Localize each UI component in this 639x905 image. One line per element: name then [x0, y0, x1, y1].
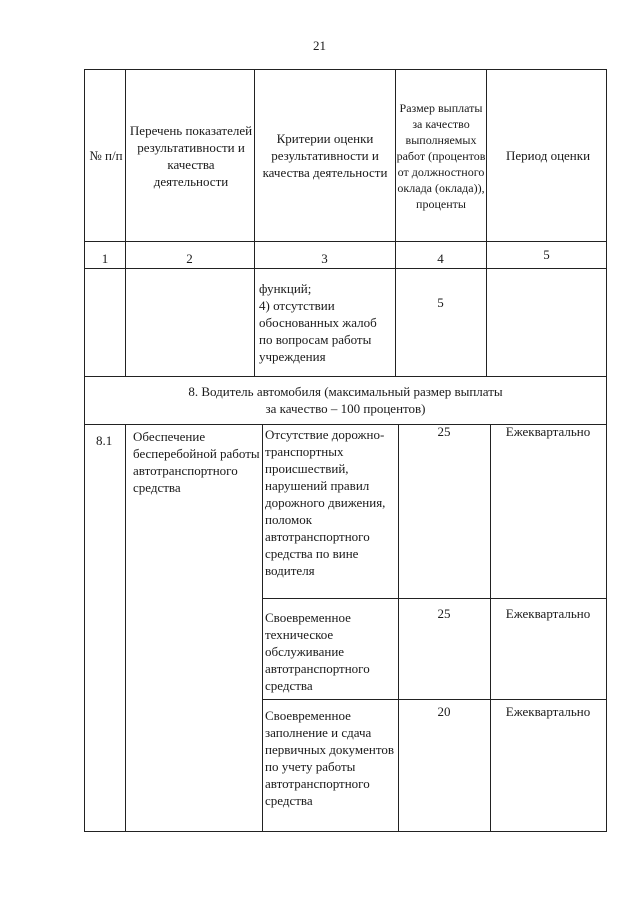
column-number: 5 [543, 247, 550, 262]
grid-line [125, 70, 126, 376]
header-payment: Размер выплаты за качество выполняемых работ (процентов от должностного оклада (оклада)), проценты [396, 100, 486, 211]
grid-line [85, 376, 606, 377]
grid-line [262, 699, 606, 700]
grid-line [398, 424, 399, 832]
period-text: Ежеквартально [505, 606, 591, 621]
payment-value: 25 [437, 424, 451, 439]
grid-line [254, 70, 255, 376]
grid-line [490, 424, 491, 832]
column-number: 2 [186, 251, 193, 266]
quality-indicators-table [84, 69, 607, 832]
header-period: Период оценки [505, 148, 591, 163]
header-num: № п/п [89, 148, 123, 163]
period-text: Ежеквартально [505, 424, 591, 439]
payment-value: 20 [437, 704, 451, 719]
grid-line [262, 424, 263, 832]
row-number: 8.1 [96, 433, 113, 448]
column-number: 4 [437, 251, 444, 266]
header-criteria: Критерии оценки результативности и качества деятельности [262, 131, 388, 180]
column-number: 1 [101, 251, 109, 266]
header-indicators: Перечень показателей результативности и качества деятельности [129, 122, 253, 189]
criteria-text: Отсутствие дорожно-транспортных происшествий, нарушений правил дорожного движения, поломок автотранспортного средства по вине водителя [265, 427, 386, 578]
page-number: 21 [313, 38, 326, 53]
period-text: Ежеквартально [505, 704, 591, 719]
grid-line [125, 424, 126, 832]
column-number: 3 [321, 251, 328, 266]
section-title: 8. Водитель автомобиля (максимальный размер выплаты за качество – 100 процентов) [188, 384, 503, 416]
grid-line [85, 241, 606, 242]
criteria-text: Своевременное заполнение и сдача первичных документов по учету работы автотранспортного средства [265, 708, 394, 808]
criteria-text: Своевременное техническое обслуживание автотранспортного средства [265, 610, 370, 693]
indicator-text: Обеспечение бесперебойной работы автотранспортного средства [133, 429, 260, 495]
continuation-criteria: функций; 4) отсутствии обоснованных жалоб по вопросам работы учреждения [259, 281, 377, 364]
grid-line [262, 598, 606, 599]
continuation-payment: 5 [437, 295, 444, 310]
payment-value: 25 [437, 606, 451, 621]
grid-line [85, 268, 606, 269]
